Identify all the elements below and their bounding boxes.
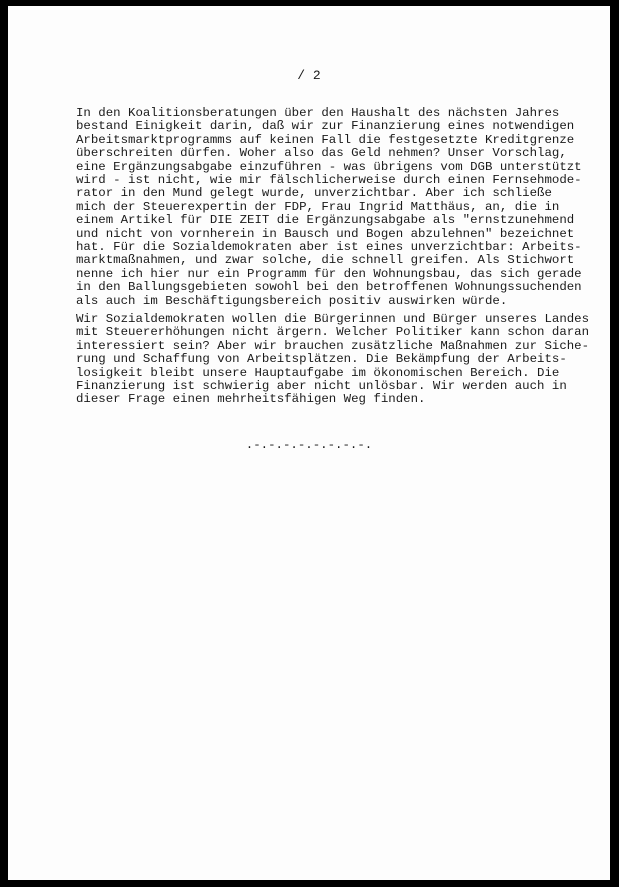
text-line: In den Koalitionsberatungen über den Haushalt des nächsten Jahres xyxy=(76,106,560,120)
text-line: einem Artikel für DIE ZEIT die Ergänzungsabgabe als "ernstzunehmend xyxy=(76,213,575,228)
text-line: bestand Einigkeit darin, daß wir zur Finanzierung eines notwendigen xyxy=(76,119,575,134)
end-divider: .-.-.-.-.-.-.-.-. xyxy=(245,438,373,452)
paragraph-2 xyxy=(76,312,590,407)
text-line: Finanzierung ist schwierig aber nicht unlösbar. Wir werden auch in xyxy=(76,379,567,394)
page-number: / 2 xyxy=(297,68,321,83)
text-line: in den Ballungsgebieten sowohl bei den betroffenen Wohnungssuchenden xyxy=(76,280,582,295)
text-line: nenne ich hier nur ein Programm für den Wohnungsbau, das sich gerade xyxy=(76,266,582,281)
text-line: überschreiten dürfen. Woher also das Geld nehmen? Unser Vorschlag, xyxy=(76,146,567,161)
text-line: Wir Sozialdemokraten wollen die Bürgerinnen und Bürger unseres Landes xyxy=(76,312,590,326)
document-page xyxy=(8,6,610,880)
text-line: interessiert sein? Aber wir brauchen zusätzliche Maßnahmen zur Siche- xyxy=(76,338,590,353)
text-line: rung und Schaffung von Arbeitsplätzen. Die Bekämpfung der Arbeits- xyxy=(76,352,567,367)
text-line: mit Steuererhöhungen nicht ärgern. Welcher Politiker kann schon daran xyxy=(76,325,590,340)
text-line: Arbeitsmarktprogramms auf keinen Fall die festgesetzte Kreditgrenze xyxy=(76,132,575,147)
paragraph-1 xyxy=(76,106,582,308)
text-line: als auch im Beschäftigungsbereich positiv auswirken würde. xyxy=(76,293,508,308)
text-line: und nicht von vornherein in Bausch und Bogen abzulehnen" bezeichnet xyxy=(76,226,575,241)
text-line: rator in den Mund gelegt wurde, unverzichtbar. Aber ich schließe xyxy=(76,186,552,201)
text-line: losigkeit bleibt unsere Hauptaufgabe im ökonomischen Bereich. Die xyxy=(76,365,560,380)
text-line: mich der Steuerexpertin der FDP, Frau Ingrid Matthäus, an, die in xyxy=(76,199,560,214)
text-line: marktmaßnahmen, und zwar solche, die schnell greifen. Als Stichwort xyxy=(76,253,575,268)
text-line: hat. Für die Sozialdemokraten aber ist eines unverzichtbar: Arbeits- xyxy=(76,240,582,255)
text-line: wird - ist nicht, wie mir fälschlicherweise durch einen Fernsehmode- xyxy=(76,173,582,188)
text-line: dieser Frage einen mehrheitsfähigen Weg finden. xyxy=(76,392,426,407)
text-line: eine Ergänzungsabgabe einzuführen - was übrigens vom DGB unterstützt xyxy=(76,159,582,174)
